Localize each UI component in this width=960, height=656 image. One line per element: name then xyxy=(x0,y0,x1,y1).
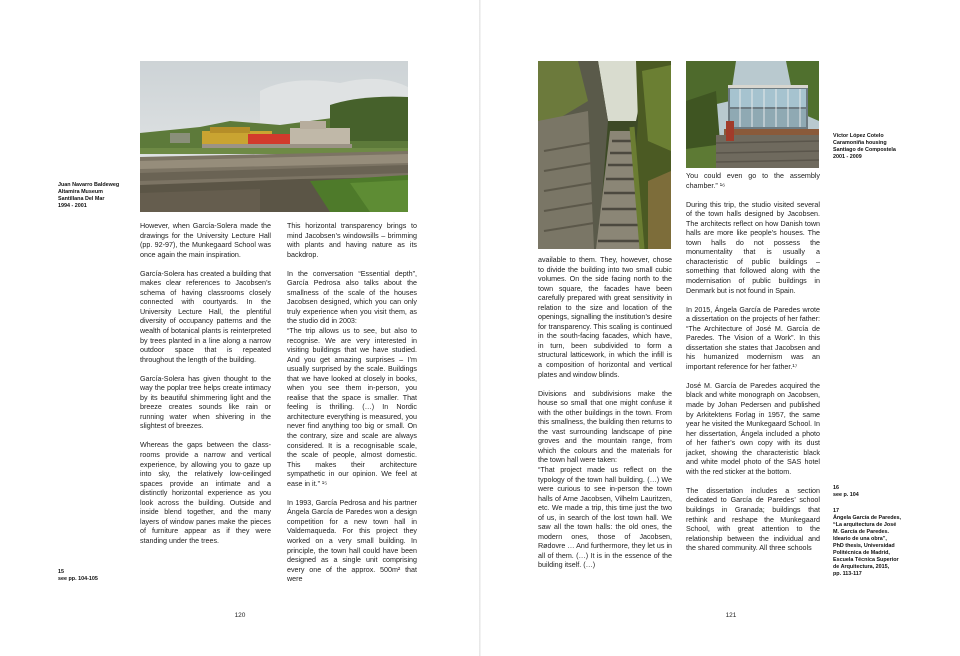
left-text-column-1 xyxy=(140,222,271,546)
quotation: “That project made us reflect on the typology of the town hall building. (…) We were curious to see in-person the town halls of Arne Jacobsen, Vilhelm Lauritzen, etc. We made a trip, this time just the two of us, in search of the lost town hall. We saw all the town halls: the old ones, the modern ones, those of Jacobsen, Rødovre … And furthermore, they let us in all of them. (…) It is in the essence of the building itself. (…) xyxy=(538,465,672,570)
page-number-right: 121 xyxy=(725,612,737,619)
caption-years: 1994 - 2001 xyxy=(58,203,87,209)
footnote-line: M. García de Paredes. xyxy=(833,529,890,535)
paragraph: The dissertation includes a section dedicated to García de Paredes’ school buildings in Granada; buildings that rethink and reshape the Munkegaard School, with great attention to the relationship between the individual and the shared community. All three schools xyxy=(686,486,820,553)
altamira-museum-photo xyxy=(140,61,408,212)
caption-place: Santillana Del Mar xyxy=(58,196,105,202)
caption-project: Altamira Museum xyxy=(58,189,103,195)
page-number-left: 120 xyxy=(234,612,246,619)
paragraph: Divisions and subdivisions make the house so small that one might confuse it with the other buildings in the town. From this smallness, the building then returns to the vast surrounding landscape of pine groves and the mountain range, from which the colours and the materials for the town hall were taken: xyxy=(538,389,672,465)
footnote-15 xyxy=(58,569,138,583)
caption-architect: Juan Navarro Baldeweg xyxy=(58,182,120,188)
footnote-number: 15 xyxy=(58,569,64,575)
paragraph: In 1993, García Pedrosa and his partner Ángela García de Paredes won a design competition for a new town hall in Valdemaqueda. For this project they worked on a very small building. In principle, the town hall could have been designed as a single unit comprising every one of the approx. 500m² that were xyxy=(287,498,417,584)
paragraph: This horizontal transparency brings to mind Jacobsen’s windowsills – brimming with plants and having nature as its backdrop. xyxy=(287,222,417,259)
paragraph: You could even go to the assembly chamber.” ¹⁶ xyxy=(686,172,820,190)
left-text-column-2 xyxy=(287,222,417,585)
quotation: “The trip allows us to see, but also to recognise. We are very interested in visiting buildings that we have studied. And you get amazing surprises – I’m usually surprised by the scale. Buildings that we have looked at closely in books, when you see them in-person, you realise that the space is smaller. That feeling is thrilling. (…) In Nordic architecture everything is measured, you never find anything too big or small. On the contrary, size and scale are always considered. It is a recognisable scale, the scale of people, almost domestic. This makes their architecture sympathetic in our opinion. We feel at ease in it.” ¹⁵ xyxy=(287,326,417,488)
stairway-photo xyxy=(538,61,671,249)
paragraph: In the conversation “Essential depth”, García Pedrosa also talks about the smallness of the scale of the houses Jacobsen designed, which you can only truly experience when you visit them, as the studio did in 2003: xyxy=(287,269,417,326)
paragraph: García-Solera has given thought to the way the poplar tree helps create intimacy by its beautiful shimmering light and the breeze creates sounds like rain or running water when shivering in the slightest of breezes. xyxy=(140,374,271,431)
paragraph: Whereas the gaps between the class-rooms provide a narrow and vertical experience, by allowing you to gaze up into sky, the relatively low-ceilinged spaces provide an intimate and a distinctly horizontal experience as you look across the building. Outside and inside blend together, and the many layers of window panes make the pieces of furniture appear as if they were standing under the trees. xyxy=(140,441,271,545)
left-photo-caption xyxy=(58,182,138,210)
caption-project: Caramoniña housing xyxy=(833,140,887,146)
footnote-number: 17 xyxy=(833,508,839,514)
caption-place: Santiago de Compostela xyxy=(833,147,896,153)
paragraph: available to them. They, however, chose to divide the building into two small cubic volumes. On the side facing north to the town square, the facades have been carefully prepared with great sensitivity in relation to the size and location of the openings, signalling the institution’s desire for transparency. This scaling is continued in the south-facing facades, which have, in turn, been subdivided to form a structural latticework, in which the infill is a composition of horizontal and vertical plates and window blinds. xyxy=(538,256,672,379)
footnote-line: Escuela Técnica Superior xyxy=(833,557,899,563)
caption-architect: Víctor López Cotelo xyxy=(833,133,884,139)
footnote-text: see p. 104 xyxy=(833,492,859,498)
paragraph: García-Solera has created a building that makes clear references to Jacobsen’s schema of having classrooms closely connected with courtyards. In the University Lecture Hall, the plentiful diversity of occupancy patterns and the wealth of botanical plants is reinterpreted by trees planted in a line along a narrow outdoor space that is repeated throughout the length of the building. xyxy=(140,269,271,364)
caption-years: 2001 - 2009 xyxy=(833,154,862,160)
right-photo-caption xyxy=(833,133,923,161)
footnote-line: “La arquitectura de José xyxy=(833,522,897,528)
footnote-line: Ángela García de Paredes, xyxy=(833,515,902,521)
footnote-line: PhD thesis, Universidad xyxy=(833,543,895,549)
paragraph: In 2015, Ángela García de Paredes wrote a dissertation on the projects of her father: “The Architecture of José M. García de Paredes. The Vision of a Work”. In this dissertation she states that Jacobsen and his humanized modernism was an important reference for her father.¹⁷ xyxy=(686,305,820,371)
footnote-17 xyxy=(833,508,928,578)
right-text-column-2 xyxy=(686,172,820,554)
paragraph: José M. García de Paredes acquired the black and white monograph on Jacobsen, made by Johan Pedersen and published by Arkitektens Forlag in 1957, the same year he visited the Munkegaard School. In her dissertation, Ángela included a photo of her father’s own copy with its dust jacket, showing the characteristic black and white model photo of the SAS hotel with the red sticker at the bottom. xyxy=(686,381,820,476)
footnote-line: de Arquitectura, 2015, xyxy=(833,564,890,570)
caramonina-housing-photo xyxy=(686,61,819,168)
paragraph: However, when García-Solera made the drawings for the University Lecture Hall (pp. 92-97), the Munkegaard School was once again the main inspiration. xyxy=(140,222,271,259)
paragraph: During this trip, the studio visited several of the town halls designed by Jacobsen. The architects reflect on how Danish town halls are more like people’s houses. The town halls do not possess the monumentality that is usually a characteristic of public buildings – something that followed along with the modernisation of public buildings in Denmark but is not found in Spain. xyxy=(686,200,820,295)
footnote-line: pp. 113-117 xyxy=(833,571,862,577)
footnote-line: Ideario de una obra”, xyxy=(833,536,887,542)
footnote-16 xyxy=(833,485,923,499)
footnote-line: Politécnica de Madrid, xyxy=(833,550,890,556)
footnote-text: see pp. 104-105 xyxy=(58,576,98,582)
right-text-column-1 xyxy=(538,256,672,571)
page-gutter xyxy=(479,0,481,656)
footnote-number: 16 xyxy=(833,485,839,491)
